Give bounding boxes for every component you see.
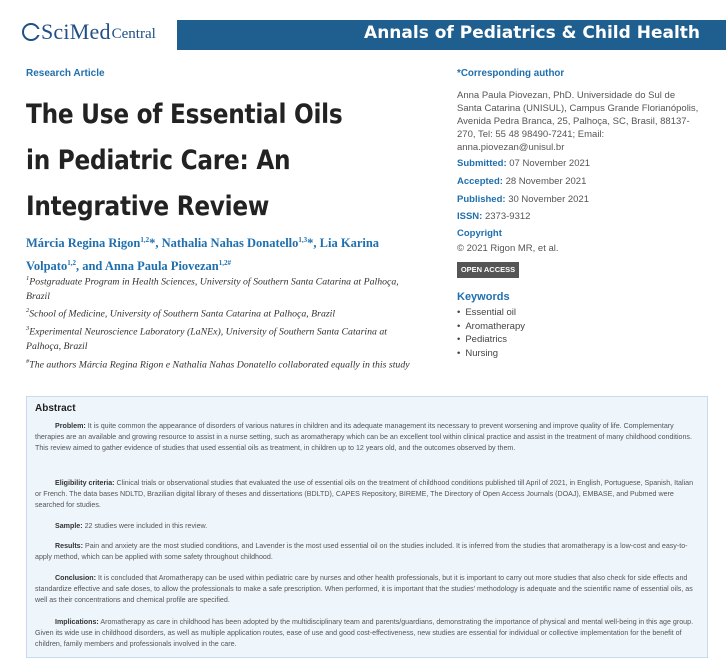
keywords-heading: Keywords (457, 291, 510, 303)
page-header (0, 0, 726, 60)
published-date (457, 194, 589, 205)
author-affiliation-sup: 1,2 (67, 259, 76, 268)
affiliation-item (26, 355, 411, 373)
affiliation-list (26, 272, 411, 373)
author-name[interactable]: Márcia Regina Rigon (26, 236, 141, 251)
author-separator: *, (149, 236, 162, 251)
issn (457, 211, 530, 222)
keyword-item: • Essential oil (457, 306, 525, 320)
abstract-results-text: Pain and anxiety are the most studied conditions, and Lavender is the most used essential oil on the studies included. It is inferred from the studies that aromatherapy is a low-cost and easy-to-apply method, which can be applied with some safety throughout childhood. (35, 542, 688, 562)
affiliation-text: Postgraduate Program in Health Sciences, University of Southern Santa Catarina at Palhoça, Brazil (26, 276, 399, 302)
abstract-problem-text: It is quite common the appearance of disorders of various natures in children and its adequate management its necessary to prevent worsening and improve quality of life. Complementary therapies are an available and growing resource to assist in a nurse setting, such as aromatherapy which can be an excellent tool within clinical practice and assist in the treatment of many childhood conditions. This review aimed to gather evidence of studies that used essential oils as treatment, in children up to 12 years old, and the outcomes observed by them. (35, 422, 692, 453)
author-affiliation-sup: 1,3 (298, 236, 308, 244)
author-affiliation-sup: 1,2# (218, 259, 231, 268)
affiliation-sup: 1 (26, 275, 30, 282)
issn-label: ISSN: (457, 211, 483, 222)
journal-title: Annals of Pediatrics & Child Health (364, 23, 700, 43)
author-separator: *, (307, 236, 320, 251)
keywords-list (457, 306, 525, 360)
affiliation-sup: 2 (26, 307, 30, 315)
abstract-problem-label: Problem: (55, 422, 86, 430)
affiliation-text: Experimental Neuroscience Laboratory (LaNEx), University of Southern Santa Catarina at Palhoça, Brazil (26, 326, 387, 353)
submitted-date (457, 158, 590, 169)
copyright-value: © 2021 Rigon MR, et al. (457, 243, 559, 254)
abstract-sample-text: 22 studies were included in this review. (84, 522, 208, 530)
accepted-value: 28 November 2021 (505, 176, 587, 187)
open-access-badge: OPEN ACCESS (457, 262, 519, 278)
logo-central-text: Central (111, 26, 156, 42)
corresponding-author-label: *Corresponding author (457, 68, 565, 79)
keyword-item: • Pediatrics (457, 333, 525, 347)
article-type: Research Article (26, 68, 105, 79)
author-name[interactable]: Nathalia Nahas Donatello (161, 236, 299, 251)
abstract-implications (35, 617, 699, 651)
affiliation-text: School of Medicine, University of Southern Santa Catarina at Palhoça, Brazil (29, 308, 336, 320)
abstract-implications-text: Aromatherapy as care in childhood has been adopted by the multidisciplinary team and parents/guardians, demonstrating the importance of physical and mental well-being in this age group. Given its wide use in childhood disorders, as well as multiple application routes, ease of use and good cost-effectiveness, new studies are essential for individual or collective implementation for the benefit of children, family members and professionals involved in the care. (35, 618, 694, 649)
abstract-heading: Abstract (35, 403, 76, 414)
submitted-value: 07 November 2021 (509, 158, 591, 169)
abstract-box (26, 396, 708, 658)
submitted-label: Submitted: (457, 158, 507, 169)
logo-circle-icon (22, 23, 40, 41)
issn-value: 2373-9312 (484, 211, 531, 222)
scimedcentral-logo[interactable] (22, 16, 156, 48)
abstract-eligibility (35, 478, 699, 512)
affiliation-item (26, 322, 411, 354)
keyword-item: • Aromatherapy (457, 320, 525, 334)
author-separator: , and (75, 259, 105, 274)
author-affiliation-sup: 1,2 (140, 236, 150, 244)
article-title: The Use of Essential Oils in Pediatric Care: An Integrative Review (26, 99, 343, 222)
abstract-results (35, 541, 699, 563)
abstract-conclusion (35, 573, 699, 607)
affiliation-item (26, 304, 411, 322)
published-label: Published: (457, 194, 506, 205)
copyright-label: Copyright (457, 228, 502, 239)
author-list (26, 230, 426, 276)
author-name[interactable]: Lia Karina Volpato (26, 236, 380, 274)
published-value: 30 November 2021 (508, 194, 590, 205)
abstract-conclusion-label: Conclusion: (55, 574, 96, 582)
abstract-eligibility-label: Eligibility criteria: (55, 479, 115, 487)
abstract-sample-label: Sample: (55, 522, 83, 530)
affiliation-text: The authors Márcia Regina Rigon e Nathalia Nahas Donatello collaborated equally in this study (29, 359, 410, 371)
author-name[interactable]: Anna Paula Piovezan (104, 259, 219, 274)
abstract-implications-label: Implications: (55, 618, 99, 626)
affiliation-sup: # (26, 357, 30, 365)
copyright-heading (457, 228, 502, 239)
corresponding-author-text: Anna Paula Piovezan, PhD. Universidade do Sul de Santa Catarina (UNISUL), Campus Grande Florianópolis, Avenida Pedra Branca, 25, Palhoça, SC, Brasil, 88137-270, Tel: 55 48 98490-7241; Email: anna.piovezan@unisul.br (457, 90, 699, 153)
abstract-problem (35, 421, 699, 455)
journal-title-bar (177, 20, 726, 50)
logo-sci-text: SciMed (41, 19, 111, 44)
abstract-results-label: Results: (55, 542, 83, 550)
abstract-sample (35, 521, 699, 532)
abstract-conclusion-text: It is concluded that Aromatherapy can be used within pediatric care by nurses and other health professionals, but it is important to carry out more studies that also check for side effects and standardize effective and safe doses, to allow the professionals to make a safe prescription. When performed, it is important that the studies' methodology is adequate and the scientific name of essential oils, as well as their concentrations and chemical profile are specified. (35, 574, 693, 605)
affiliation-sup: 3 (26, 325, 30, 333)
affiliation-item (26, 272, 411, 304)
abstract-eligibility-text: Clinical trials or observational studies that evaluated the use of essential oils on the treatment of childhood conditions published till April of 2021, in English, Portuguese, Spanish, Italian or French. The data bases NDLTD, Brazilian digital library of theses and dissertations (BDLTD), CAPES Repository, BIREME, The Directory of Open Access Journals (DOAJ), EMBASE, and Pubmed were searched for studies. (35, 479, 694, 510)
corresponding-author-block (457, 68, 707, 154)
keyword-item: • Nursing (457, 347, 525, 361)
accepted-label: Accepted: (457, 176, 503, 187)
accepted-date (457, 176, 586, 187)
